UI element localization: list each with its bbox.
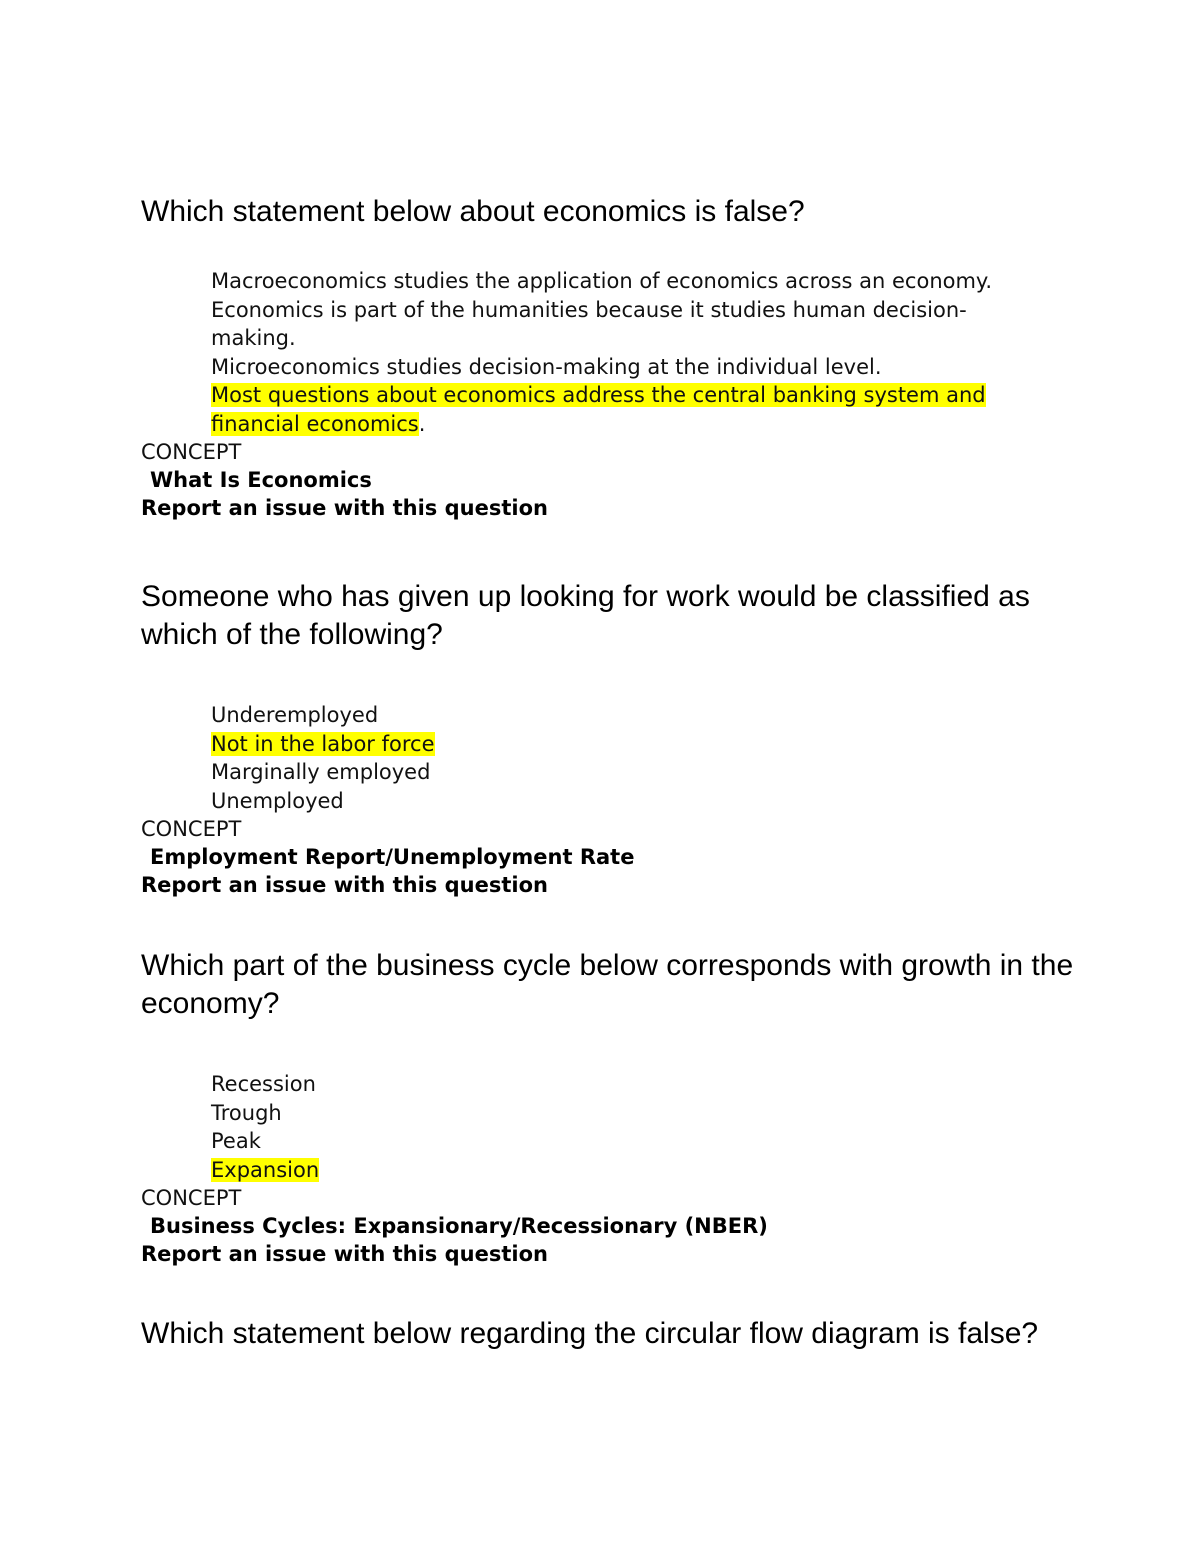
answer-suffix: . xyxy=(418,411,426,436)
correct-answer-highlight: Expansion xyxy=(211,1157,320,1182)
concept-name: What Is Economics xyxy=(150,468,372,492)
answer-options xyxy=(211,267,1031,438)
answer-option[interactable]: Economics is part of the humanities because it studies human decision-making. xyxy=(211,297,967,350)
report-issue-link[interactable]: Report an issue with this question xyxy=(141,1242,548,1266)
answer-option[interactable]: Peak xyxy=(211,1129,261,1153)
answer-option[interactable]: Unemployed xyxy=(211,788,344,813)
answer-options xyxy=(211,701,1031,815)
question-3 xyxy=(141,947,1081,1269)
concept-label: CONCEPT xyxy=(141,440,242,464)
concept-label: CONCEPT xyxy=(141,817,242,841)
answer-option[interactable]: Microeconomics studies decision-making at the individual level. xyxy=(211,354,882,379)
concept-name: Business Cycles: Expansionary/Recessionary (NBER) xyxy=(150,1214,768,1238)
question-4 xyxy=(141,1315,1081,1353)
report-issue-link[interactable]: Report an issue with this question xyxy=(141,873,548,897)
answer-option-correct[interactable] xyxy=(211,1156,1031,1185)
answer-option-correct[interactable] xyxy=(211,381,1031,438)
question-title: Which part of the business cycle below corresponds with growth in the economy? xyxy=(141,949,1074,1020)
answer-option[interactable]: Macroeconomics studies the application of economics across an economy. xyxy=(211,269,993,293)
correct-answer-highlight: Most questions about economics address the central banking system and financial economics xyxy=(211,383,986,436)
report-issue-link[interactable]: Report an issue with this question xyxy=(141,496,548,520)
answer-option-correct[interactable] xyxy=(211,730,1031,759)
correct-answer-highlight: Not in the labor force xyxy=(211,731,435,756)
question-1 xyxy=(141,193,1081,523)
question-title: Which statement below regarding the circular flow diagram is false? xyxy=(141,1317,1039,1350)
answer-option[interactable]: Trough xyxy=(211,1100,282,1125)
concept-label: CONCEPT xyxy=(141,1186,242,1210)
answer-option[interactable]: Recession xyxy=(211,1072,316,1096)
answer-option[interactable]: Underemployed xyxy=(211,703,379,727)
concept-name: Employment Report/Unemployment Rate xyxy=(150,845,635,869)
answer-option[interactable]: Marginally employed xyxy=(211,760,431,784)
question-title: Someone who has given up looking for work would be classified as which of the following? xyxy=(141,580,1030,651)
question-title: Which statement below about economics is false? xyxy=(141,195,805,228)
question-2 xyxy=(141,578,1081,900)
answer-options xyxy=(211,1070,1031,1184)
